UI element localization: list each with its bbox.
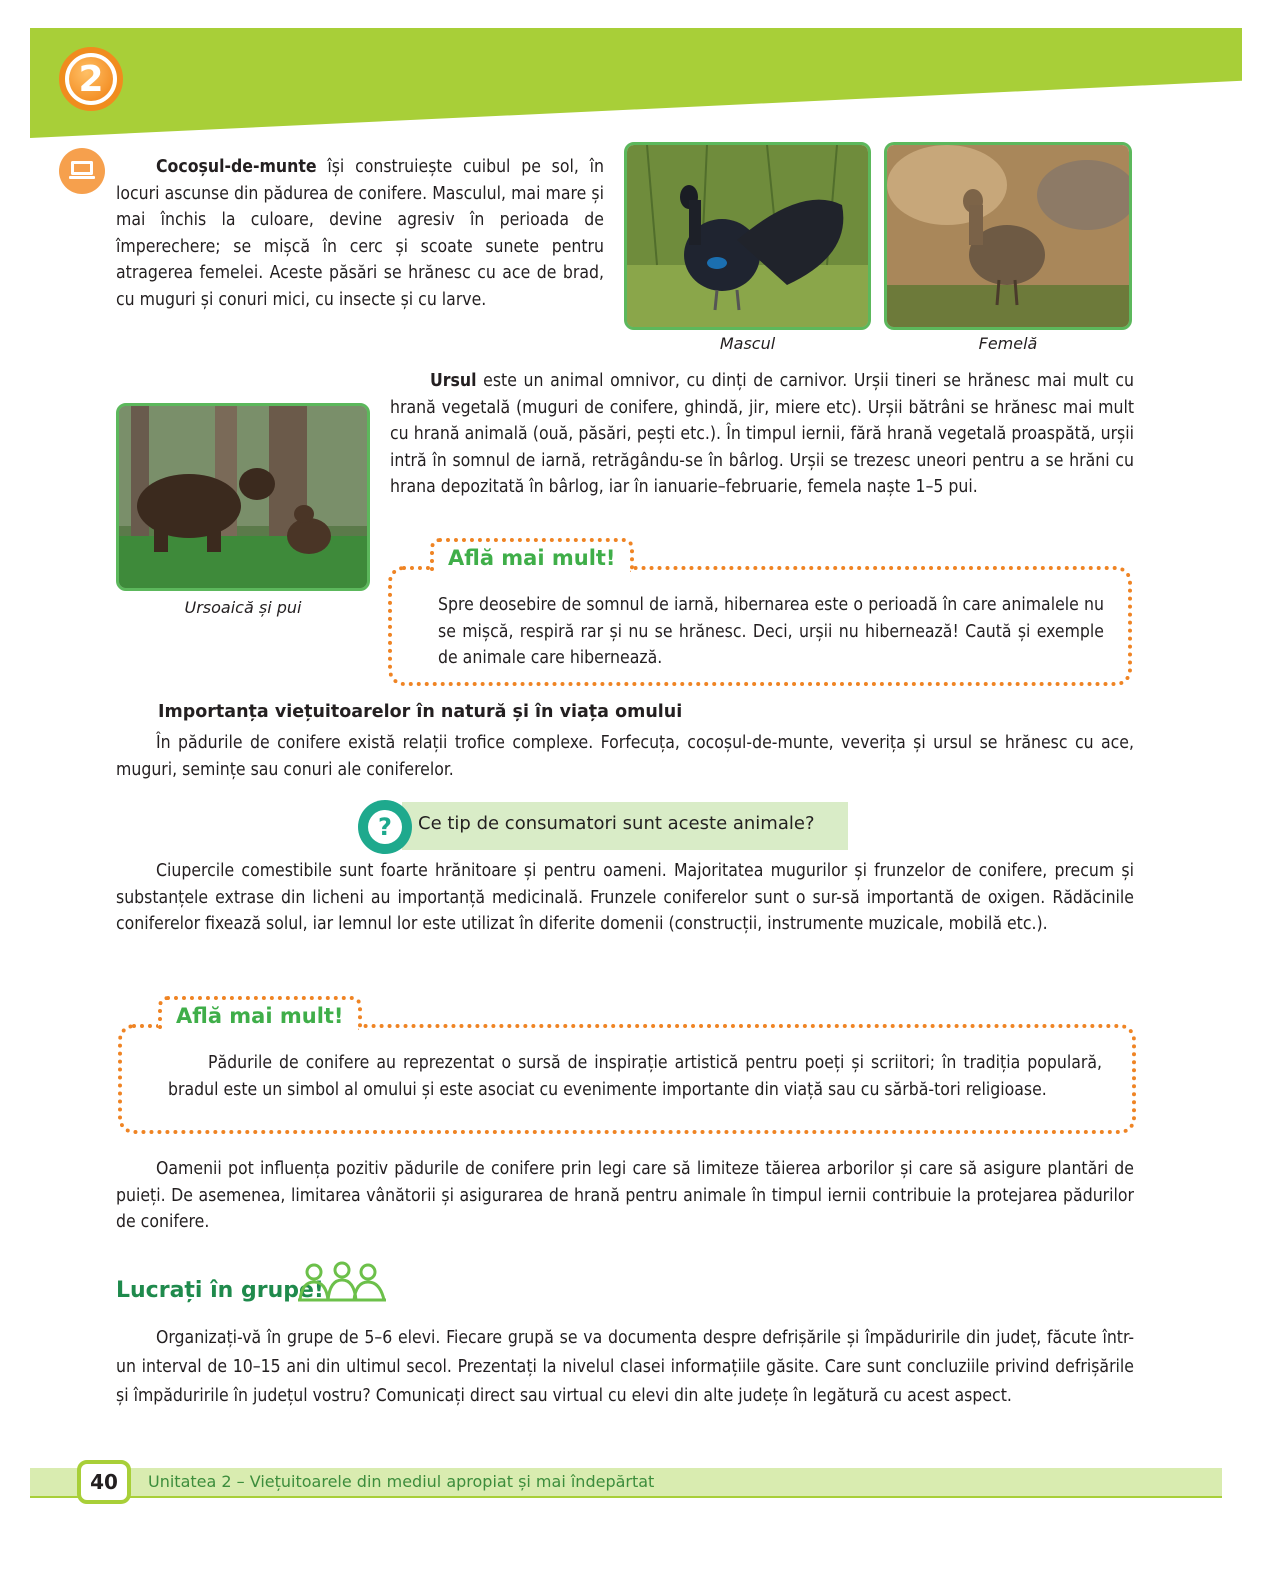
question-text: Ce tip de consumatori sunt aceste animale? — [418, 813, 815, 834]
learn-more-tab-2 — [158, 996, 362, 1030]
caption-bear: Ursoaică și pui — [184, 598, 302, 617]
bear-text: este un animal omnivor, cu dinți de carnivor. Urșii tineri se hrănesc mai mult cu hrană vegetală (muguri de conifere, ghindă, jir, miere etc). Urșii bătrâni se hrănesc mai mult cu hrană animală (ouă, păsări, pești etc.). În timpul iernii, fără hrană vegetală proaspătă, urșii intră în somnul de iarnă, retrăgându-se în bârlog. Urșii se trezesc uneori pentru a se hrăni cu hrana depozitată în bârlog, iar în ianuarie–februarie, femela naște 1–5 pui. — [390, 371, 1134, 497]
capercaillie-text: își construiește cuibul pe sol, în locuri ascunse din pădurea de conifere. Masculul, mai mare și mai închis la culoare, devine agresiv în perioada de împerechere; se mișcă în cerc și scoate sunete pentru atragerea femelei. Aceste păsări se hrănesc cu ace de brad, cu muguri și conuri mici, cu insecte și cu larve. — [116, 157, 604, 310]
learn-more-text-2-content: Pădurile de conifere au reprezentat o sursă de inspirație artistică pentru poeți și scriitori; în tradiția populară, bradul este un simbol al omului și este asociat cu evenimente importante din viață sau cu sărbă-tori religioase. — [168, 1053, 1102, 1100]
learn-more-text-1: Spre deosebire de somnul de iarnă, hibernarea este o perioadă în care animalele nu se mișcă, respiră rar și nu se hrănesc. Deci, urșii nu hibernează! Caută și exemple de animale care hibernează. — [438, 595, 1104, 668]
capercaillie-paragraph — [116, 154, 604, 313]
learn-more-label-1: Află mai mult! — [448, 546, 616, 570]
importance-text: În pădurile de conifere există relații trofice complexe. Forfecuța, cocoșul-de-munte, veverița și ursul se hrănesc cu ace, muguri, semințe sau conuri ale coniferelor. — [116, 733, 1134, 780]
page-number — [77, 1460, 131, 1504]
bear-paragraph — [390, 368, 1134, 501]
importance-heading: Importanța viețuitoarelor în natură și în viața omului — [158, 702, 683, 722]
caption-male: Mascul — [719, 334, 776, 353]
group-work-title: Lucrați în grupe! — [116, 1278, 324, 1303]
mushrooms-paragraph — [116, 858, 1134, 938]
unit-number-badge — [59, 47, 123, 111]
group-people-icon — [296, 1260, 388, 1308]
question-mark: ? — [378, 813, 392, 841]
question-bar — [402, 802, 848, 850]
learn-more-tab-1 — [430, 538, 634, 572]
unit-number: 2 — [78, 58, 104, 100]
group-work-text: Organizați-vă în grupe de 5–6 elevi. Fiecare grupă se va documenta despre defrișările și împăduririle din județ, făcute într-un interval de 10–15 ani din ultimul secol. Prezentați la nivelul clasei informațiile găsite. Care sunt concluziile privind defrișările și împăduririle în județul vostru? Comunicați direct sau virtual cu elevi din alte județe în legătură cu acest aspect. — [116, 1328, 1134, 1406]
header-band — [30, 28, 1242, 138]
photo-capercaillie-female — [884, 142, 1132, 330]
photo-bear — [116, 403, 370, 591]
learn-more-box-1 — [388, 566, 1132, 686]
importance-paragraph — [116, 730, 1134, 783]
learn-more-box-2 — [118, 1024, 1136, 1134]
caption-female: Femelă — [978, 334, 1038, 353]
page-number-text: 40 — [90, 1470, 118, 1494]
capercaillie-title: Cocoșul-de-munte — [156, 157, 317, 177]
bear-title: Ursul — [430, 371, 477, 391]
footer-unit-text: Unitatea 2 – Viețuitoarele din mediul apropiat și mai îndepărtat — [148, 1472, 655, 1491]
mushrooms-text: Ciupercile comestibile sunt foarte hrănitoare și pentru oameni. Majoritatea mugurilor și frunzelor de conifere, precum și substanțele extrase din licheni au importanță medicinală. Frunzele coniferelor sunt o sur-să importantă de oxigen. Rădăcinile coniferelor fixează solul, iar lemnul lor este utilizat în diferite domenii (construcții, instrumente muzicale, mobilă etc.). — [116, 861, 1134, 934]
computer-icon — [59, 148, 105, 194]
learn-more-text-2 — [168, 1050, 1102, 1103]
photo-capercaillie-male — [624, 142, 871, 330]
people-text: Oamenii pot influența pozitiv pădurile de conifere prin legi care să limiteze tăierea arborilor și care să asigure plantări de puieți. De asemenea, limitarea vânătorii și asigurarea de hrană pentru animale în timpul iernii contribuie la protejarea pădurilor de conifere. — [116, 1159, 1134, 1232]
learn-more-label-2: Află mai mult! — [176, 1004, 344, 1028]
question-icon — [358, 800, 412, 854]
people-paragraph — [116, 1156, 1134, 1236]
footer-line — [30, 1496, 1222, 1498]
group-work-paragraph — [116, 1324, 1134, 1411]
